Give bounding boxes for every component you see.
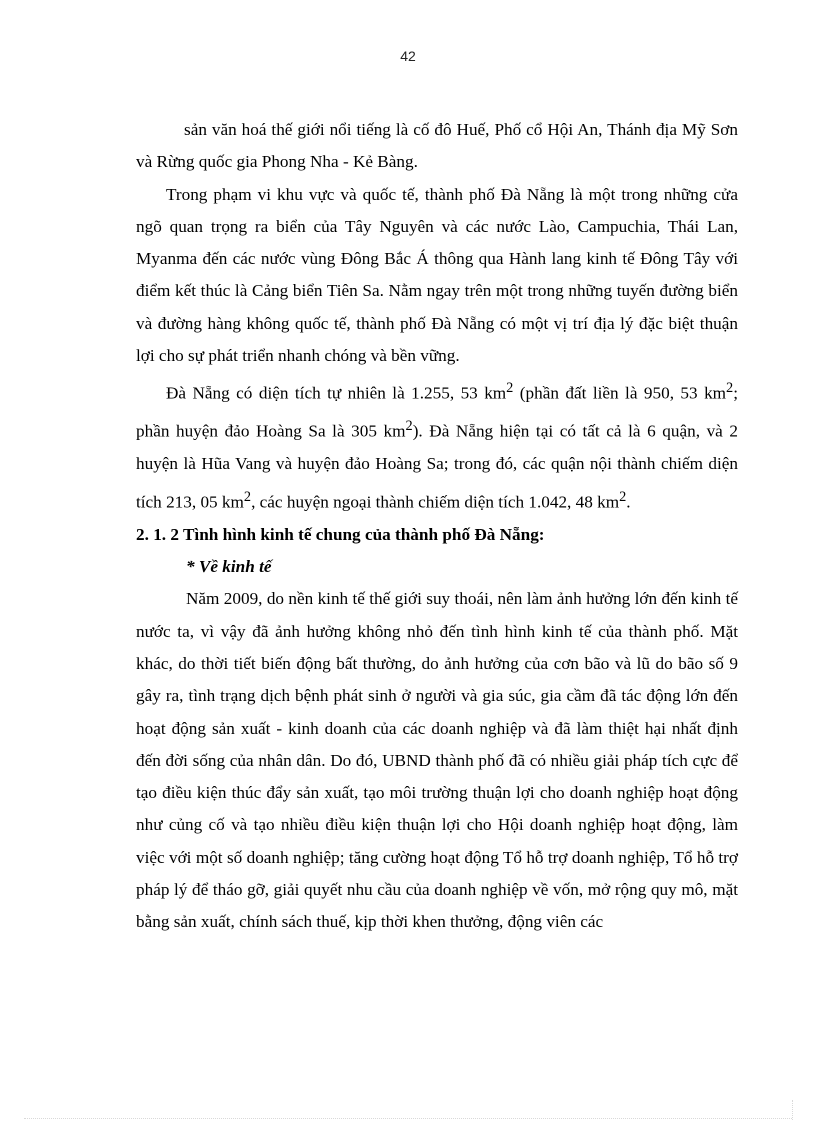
paragraph-area — [136, 372, 738, 518]
superscript-2: 2 — [506, 380, 514, 397]
area-text-1: Đà Nẵng có diện tích tự nhiên là 1.255, 53 km — [166, 384, 507, 404]
area-text-5: , các huyện ngoại thành chiếm diện tích 1.042, 48 km — [251, 492, 620, 512]
page-bottom-rule — [24, 1118, 792, 1119]
document-body — [136, 114, 738, 939]
area-text-2: (phần đất liền là 950, 53 km — [513, 384, 727, 404]
superscript-2: 2 — [726, 380, 734, 397]
section-heading: 2. 1. 2 Tình hình kinh tế chung của thành phố Đà Nẵng: — [136, 524, 545, 544]
superscript-2: 2 — [405, 418, 413, 435]
area-text-3: ; phần huyện đảo Hoàng Sa là 305 km — [136, 384, 738, 442]
paragraph-heritage: sản văn hoá thế giới nổi tiếng là cố đô Huế, Phố cổ Hội An, Thánh địa Mỹ Sơn và Rừng quốc gia Phong Nha - Kẻ Bàng. — [136, 120, 738, 172]
superscript-2: 2 — [243, 488, 252, 505]
paragraph-location: Trong phạm vi khu vực và quốc tế, thành phố Đà Nẵng là một trong những cửa ngõ quan trọng ra biển của Tây Nguyên và các nước Lào, Campuchia, Thái Lan, Myanma đến các nước vùng Đông Bắc Á thông qua Hành lang kinh tế Đông Tây với điểm kết thúc là Cảng biển Tiên Sa. Nằm ngay trên một trong những tuyến đường biển và đường hàng không quốc tế, thành phố Đà Nẵng có một vị trí địa lý đặc biệt thuận lợi cho sự phát triển nhanh chóng và bền vững. — [136, 184, 738, 366]
area-text-6: . — [626, 492, 631, 512]
superscript-2: 2 — [619, 488, 627, 505]
page-number: 42 — [400, 48, 416, 64]
area-text-4: ). Đà Nẵng hiện tại có tất cả là 6 quận, và 2 huyện là Hũa Vang và huyện đảo Hoàng Sa; trong đó, các quận nội thành chiếm diện tích 213, 05 km — [136, 422, 738, 512]
page-corner-rule — [792, 1100, 793, 1120]
paragraph-economy: Năm 2009, do nền kinh tế thế giới suy thoái, nên làm ảnh hưởng lớn đến kinh tế nước ta, vì vậy đã ảnh hưởng không nhỏ đến tình hình kinh tế của thành phố. Mặt khác, do thời tiết biến động bất thường, do ảnh hưởng của cơn bão và lũ do bão số 9 gây ra, tình trạng dịch bệnh phát sinh ở người và gia súc, gia cầm đã tác động lớn đến hoạt động sản xuất - kinh doanh của các doanh nghiệp và đã làm thiệt hại nhất định đến đời sống của nhân dân. Do đó, UBND thành phố đã có nhiều giải pháp tích cực để tạo điều kiện thúc đẩy sản xuất, tạo môi trường thuận lợi cho doanh nghiệp hoạt động như củng cố và tạo nhiều điều kiện thuận lợi cho Hội doanh nghiệp hoạt động, làm việc với một số doanh nghiệp; tăng cường hoạt động Tổ hỗ trợ doanh nghiệp, Tổ hỗ trợ pháp lý để tháo gỡ, giải quyết nhu cầu của doanh nghiệp về vốn, mở rộng quy mô, mặt bằng sản xuất, chính sách thuế, kịp thời khen thưởng, động viên các — [136, 589, 738, 932]
subsection-heading: * Về kinh tế — [186, 557, 272, 577]
